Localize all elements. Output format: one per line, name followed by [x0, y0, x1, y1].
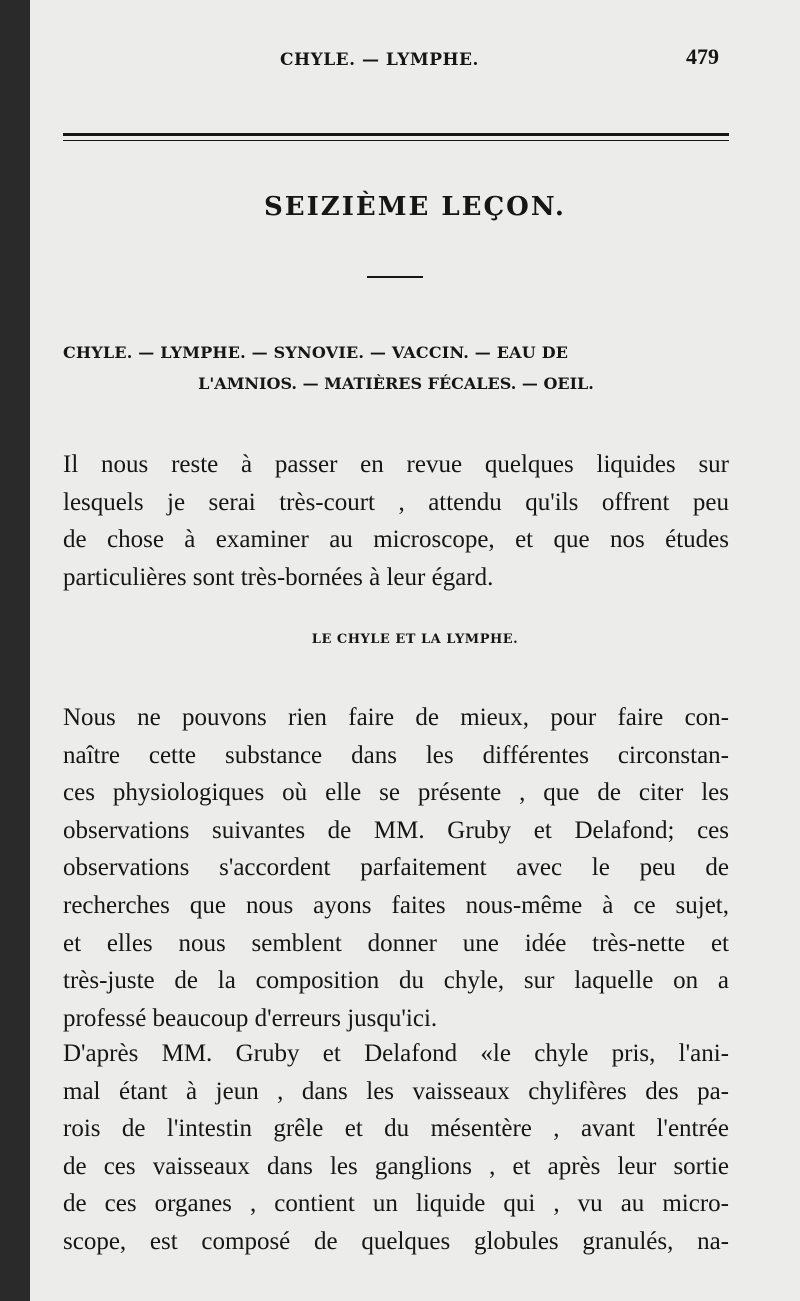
- title-rule: [367, 276, 423, 278]
- lesson-title: SEIZIÈME LEÇON.: [264, 192, 566, 222]
- text-line: et elles nous semblent donner une idée très-nette et: [63, 929, 729, 957]
- header-rule-thick: [63, 133, 729, 136]
- section-title: LE CHYLE ET LA LYMPHE.: [311, 632, 519, 647]
- text-line: mal étant à jeun , dans les vaisseaux chylifères des pa-: [63, 1077, 729, 1105]
- paragraph-second: [63, 699, 729, 1037]
- running-title: CHYLE. — LYMPHE.: [280, 50, 479, 70]
- text-line: D'après MM. Gruby et Delafond «le chyle pris, l'ani-: [63, 1040, 729, 1067]
- text-line: lesquels je serai très-court , attendu qu'ils offrent peu: [63, 488, 729, 516]
- paragraph-third: [63, 1035, 729, 1261]
- text-line: ces physiologiques où elle se présente , que de citer les: [63, 779, 729, 807]
- book-page: [30, 0, 800, 1301]
- text-line: de ces organes , contient un liquide qui , vu au micro-: [63, 1190, 729, 1218]
- text-line: observations s'accordent parfaitement avec le peu de: [63, 854, 729, 882]
- text-line: très-juste de la composition du chyle, sur laquelle on a: [63, 967, 729, 995]
- text-line: de chose à examiner au microscope, et que nos études: [63, 526, 729, 554]
- text-line: naître cette substance dans les différentes circonstan-: [63, 741, 729, 769]
- text-line: scope, est composé de quelques globules granulés, na-: [63, 1227, 729, 1255]
- paragraph-intro: [63, 446, 729, 596]
- lesson-summary-line-2: L'AMNIOS. — MATIÈRES FÉCALES. — OEIL.: [198, 374, 594, 393]
- text-line: observations suivantes de MM. Gruby et Delafond; ces: [63, 816, 729, 844]
- text-line: professé beaucoup d'erreurs jusqu'ici.: [63, 1004, 438, 1032]
- page-number: 479: [686, 44, 719, 69]
- text-line: rois de l'intestin grêle et du mésentère , avant l'entrée: [63, 1115, 729, 1143]
- text-line: particulières sont très-bornées à leur égard.: [63, 563, 494, 591]
- running-head: [30, 44, 800, 74]
- text-line: Il nous reste à passer en revue quelques liquides sur: [63, 451, 729, 478]
- text-line: recherches que nous ayons faites nous-même à ce sujet,: [63, 891, 729, 919]
- text-line: de ces vaisseaux dans les ganglions , et après leur sortie: [63, 1152, 729, 1180]
- text-line: Nous ne pouvons rien faire de mieux, pour faire con-: [63, 704, 729, 731]
- lesson-summary-line-1: CHYLE. — LYMPHE. — SYNOVIE. — VACCIN. — EAU DE: [63, 343, 569, 362]
- header-rule-thin: [63, 140, 729, 141]
